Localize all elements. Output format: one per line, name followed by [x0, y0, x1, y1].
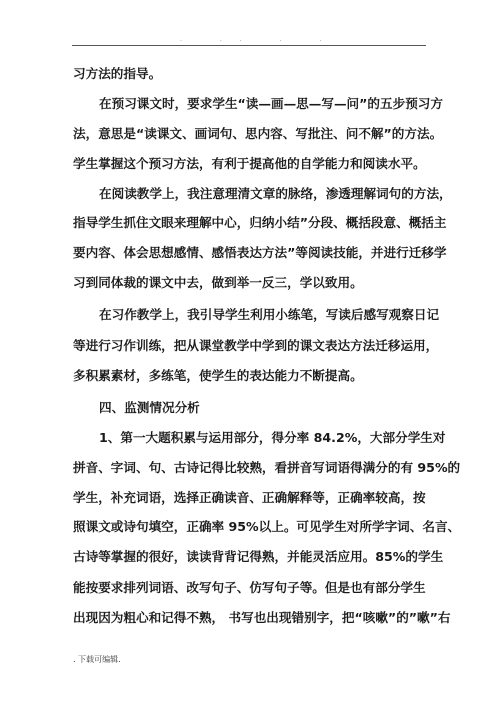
text-line: 1、第一大题积累与运用部分，得分率 84.2%，大部分学生对 — [99, 430, 446, 445]
text-line: 出现因为粗心和记得不熟， 书写也出现错别字，把“咳嗽”的”嗽”右 — [73, 610, 451, 625]
text-line: 能按要求排列词语、改写句子、仿写句子等。但是也有部分学生 — [73, 580, 426, 595]
footer-note: . 下载可编辑. — [73, 655, 121, 664]
text-line: 拼音、字词、句、古诗记得比较熟，看拼音写词语得满分的有 95%的 — [73, 460, 461, 475]
text-line: 在阅读教学上，我注意理清文章的脉络，渗透理解词句的方法， — [99, 186, 452, 201]
header-marks: . .. . . — [180, 36, 340, 43]
text-line: 学生掌握这个预习方法，有利于提高他的自学能力和阅读水平。 — [73, 156, 426, 171]
text-line: 等进行习作训练，把从课堂教学中学到的课文表达方法迁移运用， — [73, 338, 439, 353]
text-line: 在预习课文时，要求学生“读—画—思—写—问”的五步预习方 — [99, 96, 443, 111]
text-line: 法，意思是“读课文、画词句、思内容、写批注、问不解”的方法。 — [73, 126, 443, 141]
text-line: 习方法的指导。 — [73, 66, 162, 81]
text-line: 古诗等掌握的很好，读读背背记得熟，并能灵活应用。85%的学生 — [73, 549, 444, 564]
text-line: 习到同体裁的课文中去，做到举一反三，学以致用。 — [73, 275, 363, 290]
text-line: 多积累素材，多练笔，使学生的表达能力不断提高。 — [73, 368, 363, 383]
text-line: 学生，补充词语，选择正确读音、正确解释等，正确率较高，按 — [73, 490, 426, 505]
section-heading: 四、监测情况分析 — [99, 400, 200, 415]
text-line: 要内容、体会思想感情、感悟表达方法”等阅读技能，并进行迁移学 — [73, 245, 447, 260]
header-rule — [72, 45, 426, 46]
text-line: 指导学生抓住文眼来理解中心，归纳小结”分段、概括段意、概括主 — [73, 215, 447, 230]
text-line: 在习作教学上，我引导学生利用小练笔，写读后感写观察日记 — [99, 307, 440, 322]
text-line: 照课文或诗句填空，正确率 95%以上。可见学生对所学字词、名言、 — [73, 519, 461, 534]
